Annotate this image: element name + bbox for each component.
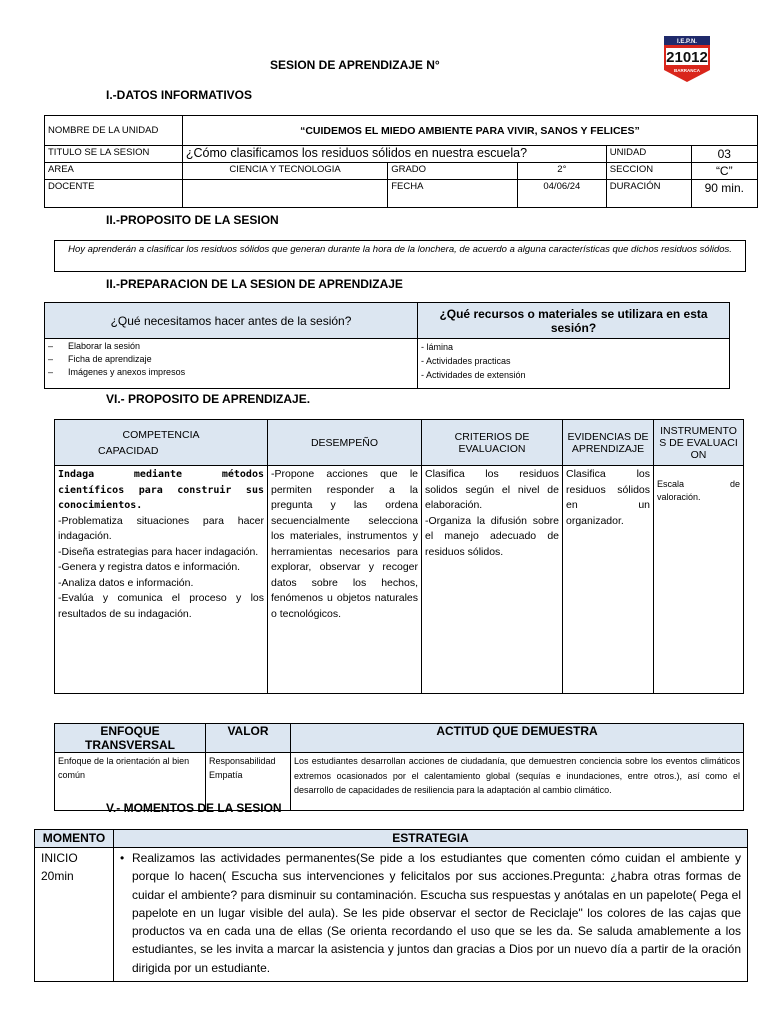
fecha-label: FECHA bbox=[388, 180, 518, 208]
preparacion-col2-header: ¿Qué recursos o materiales se utilizara en esta sesión? bbox=[418, 303, 730, 339]
actitud-cell: Los estudiantes desarrollan acciones de ciudadanía, que demuestren conciencia sobre los eventos climáticos extremos ocasionados por el calentamiento global (sequías e inundaciones, entre otros.), así como el desarrollo de capacidades de resiliencia para la adaptación al cambio climático. bbox=[291, 753, 744, 811]
enfoque-table bbox=[54, 723, 744, 811]
estrategia-inicio-cell bbox=[114, 848, 748, 982]
header-competencia: COMPETENCIA CAPACIDAD bbox=[55, 420, 268, 466]
logo-bottom-text: BARRANCA bbox=[674, 68, 700, 73]
section-momentos: V.- MOMENTOS DE LA SESION bbox=[106, 801, 282, 815]
bullet-icon: • bbox=[120, 851, 125, 865]
header-desempeno: DESEMPEÑO bbox=[268, 420, 422, 466]
header-evidencias: EVIDENCIAS DE APRENDIZAJE bbox=[563, 420, 654, 466]
section-datos-informativos: I.-DATOS INFORMATIVOS bbox=[106, 88, 252, 102]
header-momento: MOMENTO bbox=[35, 830, 114, 848]
logo-number: 21012 bbox=[666, 49, 708, 66]
grado-value: 2° bbox=[517, 163, 606, 180]
estrategia-inicio-text: Realizamos las actividades permanentes(Se pide a los estudiantes que comenten cómo cuidan el ambiente y porque lo hacen( Escucha sus intervenciones y felicitalos por sus acciones.Pregunta: ¿habra otras formas de cuidar el ambiente? para disminuir su contaminación. Escucha sus respuestas y anótalas en un papelote( Pega el papelote en un lugar visible del aula). Se les pide observar el sector de Reciclaje" los colores de las cajas que productos va en cada una de ellas (Se orienta recordando el uso que se les da. Se saluda amablemente a los estudiantes, se les invita a marcar la asistencia y juntos dan gracias a Dios por un nuevo día a partir de la oración dirigida por un estudiante. bbox=[132, 851, 741, 975]
grado-label: GRADO bbox=[388, 163, 518, 180]
seccion-value: “C” bbox=[691, 163, 757, 180]
capacidad-item: -Problematiza situaciones para hacer indagación. bbox=[58, 514, 264, 542]
enfoque-cell: Enfoque de la orientación al bien común bbox=[55, 753, 206, 811]
section-proposito-aprendizaje: VI.- PROPOSITO DE APRENDIZAJE. bbox=[106, 392, 311, 406]
docente-label: DOCENTE bbox=[45, 180, 183, 208]
header-enfoque: ENFOQUE TRANSVERSAL bbox=[55, 724, 206, 753]
desempeno-cell: -Propone acciones que le permiten responder a la pregunta y las ordena secuencialmente selecciona los materiales, instrumentos y herramientas necesarios para explorar, observar y recoger datos sobre los hechos, fenómenos u objetos naturales o tecnológicos. bbox=[268, 466, 422, 694]
capacidad-item: -Genera y registra datos e información. bbox=[58, 561, 241, 573]
section-proposito-sesion: II.-PROPOSITO DE LA SESION bbox=[106, 213, 279, 227]
duracion-value: 90 min. bbox=[691, 180, 757, 208]
header-estrategia: ESTRATEGIA bbox=[114, 830, 748, 848]
capacidad-item: -Analiza datos e información. bbox=[58, 576, 194, 589]
titulo-value: ¿Cómo clasificamos los residuos sólidos en nuestra escuela? bbox=[182, 146, 606, 163]
momento-inicio-label: INICIO bbox=[41, 851, 78, 865]
preparacion-col1-header: ¿Qué necesitamos hacer antes de la sesión? bbox=[45, 303, 418, 339]
list-item: - lámina bbox=[421, 342, 454, 352]
evidencias-cell: Clasifica los residuos sólidos en un organizador. bbox=[563, 466, 654, 694]
aprendizaje-table bbox=[54, 419, 744, 694]
list-item: – Ficha de aprendizaje bbox=[48, 354, 152, 364]
valor-item: Responsabilidad bbox=[209, 756, 276, 766]
area-label: AREA bbox=[45, 163, 183, 180]
fecha-value: 04/06/24 bbox=[517, 180, 606, 208]
momento-inicio-time: 20min bbox=[41, 869, 74, 883]
criterios-cell bbox=[422, 466, 563, 694]
momentos-table bbox=[34, 829, 748, 982]
unidad-num-value: 03 bbox=[691, 146, 757, 163]
info-table bbox=[44, 115, 758, 208]
header-actitud: ACTITUD QUE DEMUESTRA bbox=[291, 724, 744, 753]
area-value: CIENCIA Y TECNOLOGIA bbox=[182, 163, 387, 180]
capacidad-item: -Diseña estrategias para hacer indagación. bbox=[58, 545, 259, 558]
header-valor: VALOR bbox=[206, 724, 291, 753]
duracion-label: DURACIÓN bbox=[606, 180, 691, 208]
momento-inicio-cell bbox=[35, 848, 114, 982]
list-item: – Elaborar la sesión bbox=[48, 341, 141, 351]
docente-value bbox=[182, 180, 387, 208]
page-title: SESION DE APRENDIZAJE N° bbox=[270, 58, 440, 72]
criterio-item: Clasifica los residuos solidos según el nivel de elaboración. bbox=[425, 468, 559, 511]
section-preparacion: II.-PREPARACION DE LA SESION DE APRENDIZAJE bbox=[106, 277, 403, 291]
instrumento-cell: Escala de valoración. bbox=[654, 466, 744, 694]
seccion-label: SECCION bbox=[606, 163, 691, 180]
logo-top-text: I.E.P.N. bbox=[677, 39, 697, 45]
unidad-value: “CUIDEMOS EL MIEDO AMBIENTE PARA VIVIR, SANOS Y FELICES” bbox=[182, 116, 757, 146]
header-instrumento: INSTRUMENTOS DE EVALUACION bbox=[654, 420, 744, 466]
list-item: - Actividades practicas bbox=[421, 356, 511, 366]
school-logo bbox=[660, 34, 714, 84]
valor-item: Empatía bbox=[209, 770, 243, 780]
unidad-num-label: UNIDAD bbox=[606, 146, 691, 163]
competencia-text: Indaga mediante métodos científicos para construir sus conocimientos. bbox=[58, 469, 264, 511]
titulo-label: TITULO SE LA SESION bbox=[45, 146, 183, 163]
list-item: – Imágenes y anexos impresos bbox=[48, 367, 186, 377]
capacidad-item: -Evalúa y comunica el proceso y los resultados de su indagación. bbox=[58, 592, 264, 620]
list-item: - Actividades de extensión bbox=[421, 370, 526, 380]
unidad-label: NOMBRE DE LA UNIDAD bbox=[45, 116, 183, 146]
preparacion-col2-list bbox=[418, 339, 730, 389]
criterio-item: -Organiza la difusión sobre el manejo adecuado de residuos sólidos. bbox=[425, 514, 559, 558]
preparacion-table bbox=[44, 302, 730, 389]
proposito-box: Hoy aprenderán a clasificar los residuos sólidos que generan durante la hora de la lonchera, de acuerdo a alguna características que dichos residuos sólidos. bbox=[54, 240, 746, 272]
preparacion-col1-list bbox=[45, 339, 418, 389]
competencia-cell bbox=[55, 466, 268, 694]
header-criterios: CRITERIOS DE EVALUACION bbox=[422, 420, 563, 466]
